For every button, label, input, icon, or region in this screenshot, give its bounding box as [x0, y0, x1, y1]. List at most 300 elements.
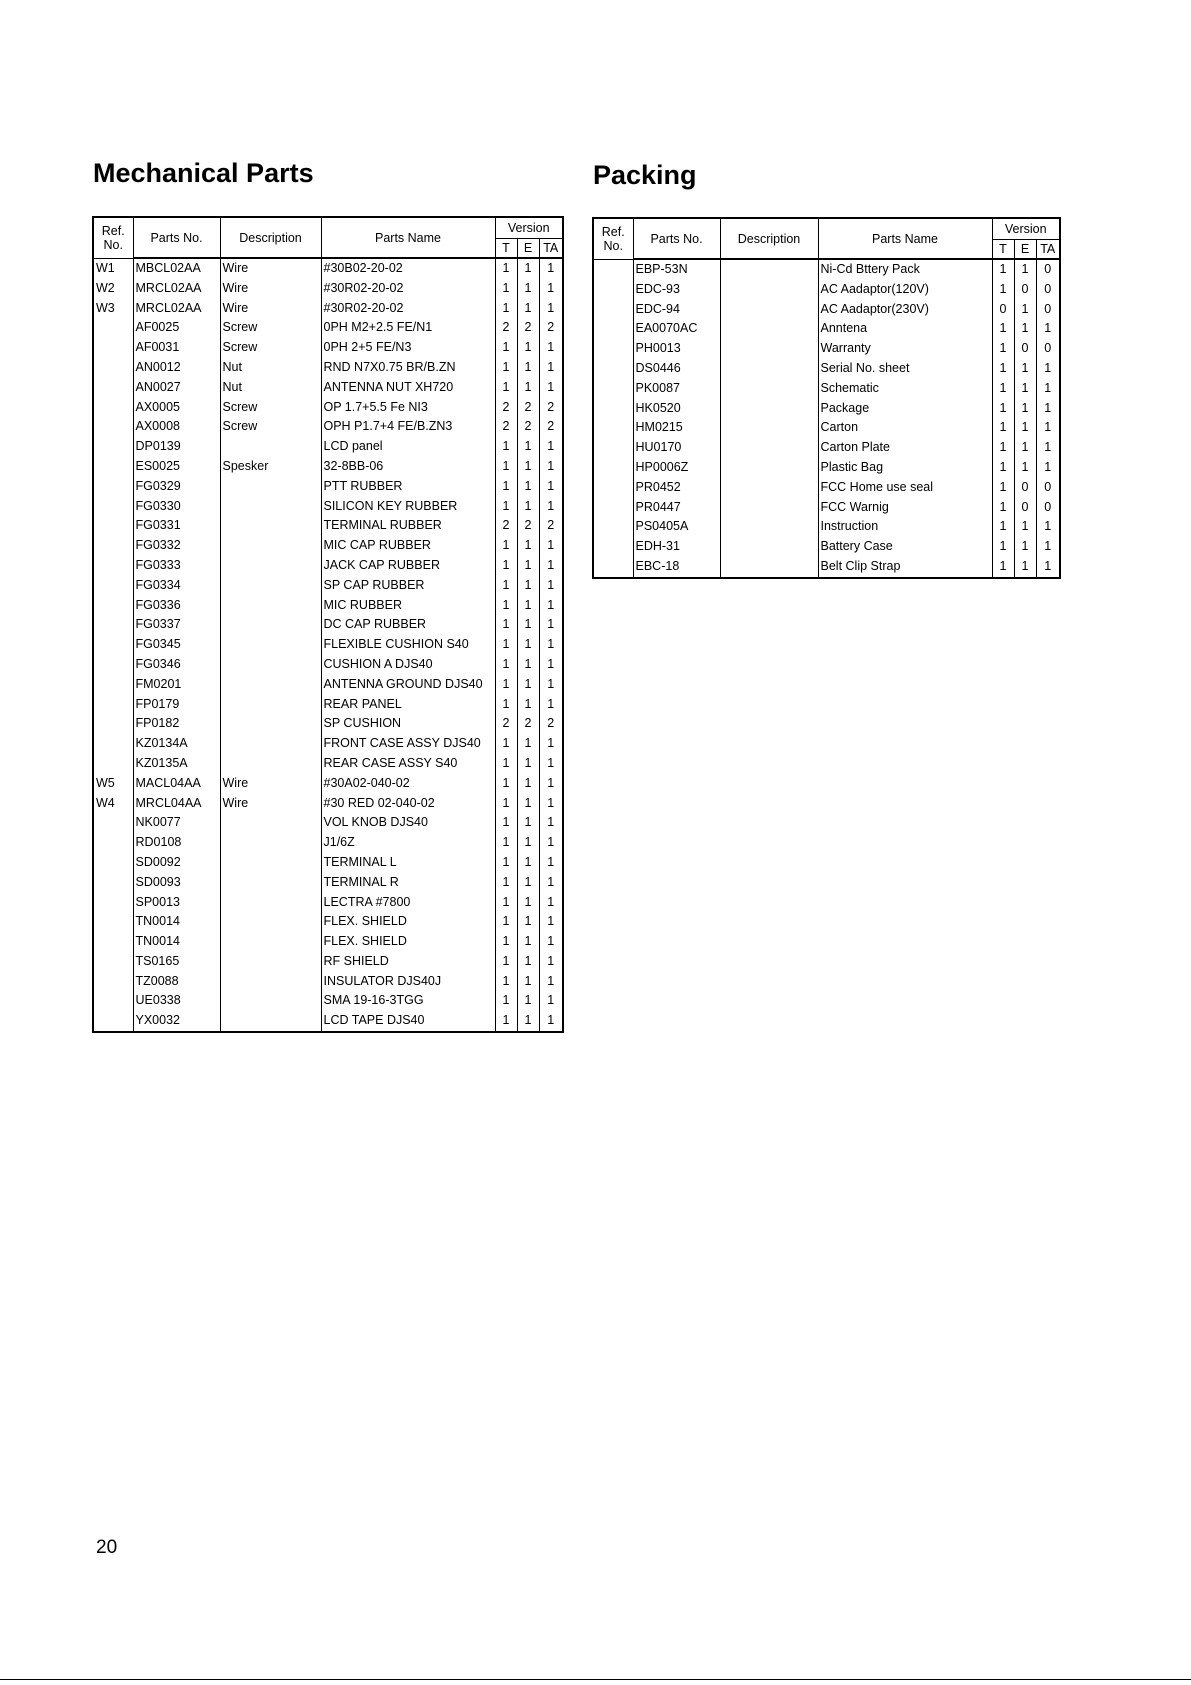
version-t-cell: 1: [495, 1011, 517, 1032]
version-e-cell: 1: [517, 774, 539, 794]
version-ta-cell: 1: [539, 635, 563, 655]
version-e-cell: 1: [517, 972, 539, 992]
parts-no-cell: FG0332: [133, 536, 220, 556]
parts-name-cell: LCD TAPE DJS40: [321, 1011, 495, 1032]
version-e-cell: 2: [517, 318, 539, 338]
description-cell: [220, 576, 321, 596]
ref-no-cell: [93, 477, 133, 497]
description-cell: [220, 635, 321, 655]
ref-no-cell: [93, 378, 133, 398]
table-row: [93, 853, 563, 873]
ref-no-cell: [93, 318, 133, 338]
version-ta-cell: 1: [539, 912, 563, 932]
parts-name-cell: #30B02-20-02: [321, 258, 495, 279]
table-row: [93, 912, 563, 932]
parts-no-cell: FG0337: [133, 615, 220, 635]
description-cell: Nut: [220, 358, 321, 378]
ref-no-cell: [93, 952, 133, 972]
version-ta-cell: 2: [539, 417, 563, 437]
version-t-cell: 1: [992, 438, 1014, 458]
parts-name-cell: Carton Plate: [818, 438, 992, 458]
version-ta-cell: 0: [1036, 280, 1060, 300]
parts-no-cell: AX0005: [133, 398, 220, 418]
parts-name-cell: Plastic Bag: [818, 458, 992, 478]
description-cell: [220, 477, 321, 497]
ref-header-top: Ref.: [601, 224, 625, 239]
version-ta-cell: 2: [539, 516, 563, 536]
version-ta-cell: 1: [539, 952, 563, 972]
version-ta-cell: 1: [539, 338, 563, 358]
description-cell: [720, 379, 818, 399]
version-e-cell: 1: [517, 556, 539, 576]
description-cell: [720, 498, 818, 518]
mechanical-parts-table: [92, 216, 564, 1033]
description-cell: [720, 517, 818, 537]
version-e-cell: 1: [517, 952, 539, 972]
table-row: [93, 556, 563, 576]
ref-no-cell: [93, 358, 133, 378]
version-e-cell: 1: [517, 655, 539, 675]
table-row: [593, 339, 1060, 359]
version-t-cell: 1: [495, 893, 517, 913]
parts-name-cell: Package: [818, 399, 992, 419]
table-row: [93, 1011, 563, 1032]
description-cell: [220, 556, 321, 576]
parts-name-cell: INSULATOR DJS40J: [321, 972, 495, 992]
version-t-cell: 1: [495, 655, 517, 675]
ref-no-cell: [93, 576, 133, 596]
description-header: Description: [720, 218, 818, 259]
parts-name-cell: TERMINAL RUBBER: [321, 516, 495, 536]
version-t-cell: 1: [495, 734, 517, 754]
ref-no-cell: [93, 516, 133, 536]
description-cell: [720, 399, 818, 419]
parts-name-cell: Anntena: [818, 319, 992, 339]
parts-no-cell: YX0032: [133, 1011, 220, 1032]
table-row: [593, 259, 1060, 280]
version-t-cell: 1: [992, 379, 1014, 399]
parts-no-cell: FM0201: [133, 675, 220, 695]
ref-no-cell: [93, 833, 133, 853]
table-row: [93, 437, 563, 457]
parts-no-cell: FG0329: [133, 477, 220, 497]
version-e-cell: 0: [1014, 498, 1036, 518]
parts-no-cell: EBC-18: [633, 557, 720, 578]
parts-no-cell: KZ0134A: [133, 734, 220, 754]
version-header: Version: [992, 218, 1060, 240]
ref-header-bottom: No.: [603, 238, 623, 253]
version-t-cell: 1: [495, 794, 517, 814]
version-t-cell: 1: [495, 596, 517, 616]
parts-name-cell: LECTRA #7800: [321, 893, 495, 913]
parts-no-cell: RD0108: [133, 833, 220, 853]
parts-no-cell: SD0092: [133, 853, 220, 873]
parts-no-cell: PR0447: [633, 498, 720, 518]
ref-no-cell: W2: [93, 279, 133, 299]
version-t-cell: 1: [495, 912, 517, 932]
ref-no-cell: [93, 853, 133, 873]
parts-name-cell: #30A02-040-02: [321, 774, 495, 794]
description-cell: Screw: [220, 338, 321, 358]
table-row: [593, 557, 1060, 578]
parts-no-cell: DP0139: [133, 437, 220, 457]
version-e-cell: 1: [517, 338, 539, 358]
parts-no-cell: FG0334: [133, 576, 220, 596]
version-e-cell: 1: [517, 734, 539, 754]
ref-no-cell: [93, 754, 133, 774]
ref-no-cell: [593, 280, 633, 300]
ref-no-cell: [593, 498, 633, 518]
parts-name-cell: Serial No. sheet: [818, 359, 992, 379]
version-e-cell: 2: [517, 398, 539, 418]
version-t-cell: 1: [992, 557, 1014, 578]
ref-no-cell: [593, 359, 633, 379]
version-e-cell: 0: [1014, 478, 1036, 498]
parts-name-header: Parts Name: [321, 217, 495, 258]
ref-no-cell: [93, 813, 133, 833]
version-t-cell: 2: [495, 318, 517, 338]
version-ta-cell: 1: [1036, 379, 1060, 399]
version-t-cell: 1: [495, 576, 517, 596]
parts-no-cell: MRCL02AA: [133, 299, 220, 319]
table-row: [93, 258, 563, 279]
description-cell: Screw: [220, 398, 321, 418]
parts-name-cell: OP 1.7+5.5 Fe NI3: [321, 398, 495, 418]
description-cell: Nut: [220, 378, 321, 398]
packing-title: Packing: [593, 160, 697, 190]
version-ta-cell: 0: [1036, 259, 1060, 280]
parts-no-cell: FG0333: [133, 556, 220, 576]
version-t-cell: 2: [495, 516, 517, 536]
parts-no-cell: PK0087: [633, 379, 720, 399]
table-row: [93, 615, 563, 635]
table-row: [593, 399, 1060, 419]
parts-name-cell: FLEXIBLE CUSHION S40: [321, 635, 495, 655]
description-cell: [220, 873, 321, 893]
version-e-cell: 1: [517, 477, 539, 497]
ref-header-top: Ref.: [101, 223, 125, 238]
version-t-header: T: [495, 239, 517, 259]
version-t-cell: 1: [495, 991, 517, 1011]
ref-no-header: [593, 218, 633, 259]
ref-no-cell: [93, 457, 133, 477]
version-ta-cell: 1: [1036, 399, 1060, 419]
version-e-cell: 1: [517, 932, 539, 952]
version-ta-header: TA: [1036, 240, 1060, 260]
description-cell: [220, 754, 321, 774]
parts-name-cell: J1/6Z: [321, 833, 495, 853]
version-ta-cell: 1: [539, 932, 563, 952]
version-t-cell: 1: [992, 280, 1014, 300]
version-ta-cell: 1: [539, 477, 563, 497]
table-row: [93, 714, 563, 734]
parts-no-cell: MBCL02AA: [133, 258, 220, 279]
parts-no-cell: KZ0135A: [133, 754, 220, 774]
version-ta-cell: 1: [539, 675, 563, 695]
version-ta-cell: 1: [539, 734, 563, 754]
version-t-cell: 1: [495, 972, 517, 992]
ref-no-cell: [93, 873, 133, 893]
ref-no-cell: [93, 991, 133, 1011]
version-t-cell: 1: [495, 477, 517, 497]
version-e-cell: 1: [517, 497, 539, 517]
version-e-cell: 1: [517, 794, 539, 814]
description-cell: [220, 536, 321, 556]
packing-rows: [593, 259, 1060, 578]
bottom-rule: [0, 1679, 1191, 1680]
parts-name-cell: ANTENNA GROUND DJS40: [321, 675, 495, 695]
ref-no-cell: [93, 596, 133, 616]
table-row: [93, 675, 563, 695]
version-t-cell: 1: [495, 813, 517, 833]
version-e-cell: 1: [1014, 418, 1036, 438]
version-e-cell: 1: [517, 991, 539, 1011]
version-t-cell: 1: [495, 695, 517, 715]
parts-no-cell: PR0452: [633, 478, 720, 498]
version-t-cell: 1: [495, 497, 517, 517]
ref-no-cell: [93, 615, 133, 635]
description-cell: [220, 833, 321, 853]
description-cell: [720, 557, 818, 578]
version-t-cell: 2: [495, 398, 517, 418]
parts-name-cell: SP CAP RUBBER: [321, 576, 495, 596]
version-t-cell: 2: [495, 714, 517, 734]
version-t-cell: 1: [495, 536, 517, 556]
version-ta-cell: 1: [539, 279, 563, 299]
ref-no-cell: [93, 497, 133, 517]
mechanical-parts-rows: [93, 258, 563, 1032]
parts-no-cell: PS0405A: [633, 517, 720, 537]
ref-no-cell: W5: [93, 774, 133, 794]
description-cell: [720, 300, 818, 320]
version-ta-cell: 1: [539, 615, 563, 635]
parts-name-cell: LCD panel: [321, 437, 495, 457]
table-row: [593, 537, 1060, 557]
version-e-cell: 1: [1014, 379, 1036, 399]
description-cell: Screw: [220, 318, 321, 338]
parts-no-cell: SP0013: [133, 893, 220, 913]
ref-no-cell: [593, 517, 633, 537]
ref-no-header: [93, 217, 133, 258]
table-row: [93, 754, 563, 774]
description-header: Description: [220, 217, 321, 258]
table-row: [93, 358, 563, 378]
parts-name-cell: DC CAP RUBBER: [321, 615, 495, 635]
table-row: [93, 477, 563, 497]
parts-no-cell: FG0330: [133, 497, 220, 517]
version-t-cell: 1: [992, 498, 1014, 518]
version-ta-header: TA: [539, 239, 563, 259]
version-header: Version: [495, 217, 563, 239]
table-row: [93, 695, 563, 715]
parts-no-cell: HP0006Z: [633, 458, 720, 478]
table-row: [93, 536, 563, 556]
table-row: [93, 635, 563, 655]
parts-name-cell: CUSHION A DJS40: [321, 655, 495, 675]
description-cell: [720, 359, 818, 379]
version-t-header: T: [992, 240, 1014, 260]
version-ta-cell: 1: [1036, 319, 1060, 339]
parts-name-cell: Ni-Cd Bttery Pack: [818, 259, 992, 280]
version-ta-cell: 2: [539, 714, 563, 734]
parts-name-cell: FLEX. SHIELD: [321, 932, 495, 952]
version-t-cell: 1: [992, 537, 1014, 557]
version-t-cell: 1: [992, 359, 1014, 379]
parts-name-cell: FRONT CASE ASSY DJS40: [321, 734, 495, 754]
parts-name-cell: FCC Warnig: [818, 498, 992, 518]
version-e-cell: 1: [517, 754, 539, 774]
parts-name-cell: FLEX. SHIELD: [321, 912, 495, 932]
version-ta-cell: 1: [539, 655, 563, 675]
parts-name-cell: #30 RED 02-040-02: [321, 794, 495, 814]
table-row: [93, 457, 563, 477]
version-ta-cell: 1: [1036, 359, 1060, 379]
parts-no-cell: TS0165: [133, 952, 220, 972]
version-ta-cell: 2: [539, 398, 563, 418]
ref-no-cell: [93, 893, 133, 913]
version-t-cell: 1: [992, 517, 1014, 537]
version-t-cell: 1: [495, 358, 517, 378]
version-ta-cell: 1: [1036, 517, 1060, 537]
table-row: [93, 497, 563, 517]
version-e-cell: 1: [1014, 557, 1036, 578]
table-row: [93, 734, 563, 754]
version-ta-cell: 2: [539, 318, 563, 338]
version-e-cell: 1: [517, 873, 539, 893]
table-row: [93, 279, 563, 299]
description-cell: [220, 655, 321, 675]
version-ta-cell: 1: [539, 497, 563, 517]
ref-no-cell: W3: [93, 299, 133, 319]
parts-no-cell: SD0093: [133, 873, 220, 893]
version-e-cell: 1: [517, 258, 539, 279]
version-t-cell: 1: [495, 338, 517, 358]
version-ta-cell: 1: [539, 437, 563, 457]
description-cell: [720, 280, 818, 300]
description-cell: [720, 418, 818, 438]
parts-name-cell: SP CUSHION: [321, 714, 495, 734]
ref-no-cell: [593, 300, 633, 320]
version-t-cell: 1: [495, 437, 517, 457]
table-row: [93, 596, 563, 616]
parts-no-cell: EDC-93: [633, 280, 720, 300]
parts-no-cell: FG0331: [133, 516, 220, 536]
ref-no-cell: [93, 932, 133, 952]
ref-no-cell: [93, 714, 133, 734]
description-cell: [220, 912, 321, 932]
description-cell: [220, 853, 321, 873]
ref-no-cell: [93, 912, 133, 932]
description-cell: [720, 259, 818, 280]
parts-no-cell: HM0215: [633, 418, 720, 438]
version-e-cell: 1: [517, 279, 539, 299]
parts-name-cell: Battery Case: [818, 537, 992, 557]
ref-no-cell: [593, 379, 633, 399]
version-t-cell: 1: [992, 399, 1014, 419]
table-row: [93, 338, 563, 358]
description-cell: [720, 458, 818, 478]
description-cell: [720, 438, 818, 458]
parts-no-cell: AX0008: [133, 417, 220, 437]
version-t-cell: 0: [992, 300, 1014, 320]
parts-no-cell: HK0520: [633, 399, 720, 419]
parts-no-cell: EDC-94: [633, 300, 720, 320]
table-row: [93, 833, 563, 853]
description-cell: Wire: [220, 299, 321, 319]
table-row: [93, 378, 563, 398]
description-cell: [720, 339, 818, 359]
version-e-cell: 1: [517, 853, 539, 873]
description-cell: Wire: [220, 279, 321, 299]
parts-name-cell: OPH P1.7+4 FE/B.ZN3: [321, 417, 495, 437]
ref-no-cell: [593, 418, 633, 438]
description-cell: [220, 437, 321, 457]
version-t-cell: 1: [495, 833, 517, 853]
version-t-cell: 1: [495, 299, 517, 319]
description-cell: [220, 952, 321, 972]
ref-no-cell: [93, 635, 133, 655]
table-row: [93, 794, 563, 814]
table-row: [93, 774, 563, 794]
table-row: [593, 379, 1060, 399]
version-t-cell: 1: [495, 279, 517, 299]
version-e-cell: 1: [517, 635, 539, 655]
version-e-cell: 2: [517, 417, 539, 437]
parts-no-cell: AF0025: [133, 318, 220, 338]
version-t-cell: 1: [495, 378, 517, 398]
version-ta-cell: 0: [1036, 498, 1060, 518]
parts-name-cell: RF SHIELD: [321, 952, 495, 972]
parts-no-cell: FP0182: [133, 714, 220, 734]
ref-no-cell: [593, 438, 633, 458]
table-row: [93, 318, 563, 338]
version-e-cell: 1: [517, 833, 539, 853]
parts-no-header: Parts No.: [133, 217, 220, 258]
version-ta-cell: 1: [1036, 418, 1060, 438]
parts-no-cell: EDH-31: [633, 537, 720, 557]
parts-name-cell: SILICON KEY RUBBER: [321, 497, 495, 517]
parts-name-header: Parts Name: [818, 218, 992, 259]
parts-name-cell: MIC CAP RUBBER: [321, 536, 495, 556]
version-e-cell: 1: [517, 1011, 539, 1032]
parts-no-cell: MRCL02AA: [133, 279, 220, 299]
version-t-cell: 1: [992, 339, 1014, 359]
version-t-cell: 2: [495, 417, 517, 437]
parts-name-cell: ANTENNA NUT XH720: [321, 378, 495, 398]
version-t-cell: 1: [495, 615, 517, 635]
version-e-cell: 1: [517, 358, 539, 378]
parts-name-cell: Schematic: [818, 379, 992, 399]
table-row: [93, 576, 563, 596]
parts-no-cell: FG0345: [133, 635, 220, 655]
table-row: [93, 813, 563, 833]
parts-no-cell: AN0012: [133, 358, 220, 378]
parts-name-cell: REAR PANEL: [321, 695, 495, 715]
parts-no-cell: UE0338: [133, 991, 220, 1011]
version-t-cell: 1: [495, 457, 517, 477]
parts-no-cell: NK0077: [133, 813, 220, 833]
version-e-cell: 1: [517, 813, 539, 833]
parts-no-cell: TN0014: [133, 932, 220, 952]
table-row: [593, 319, 1060, 339]
table-row: [593, 418, 1060, 438]
version-t-cell: 1: [495, 873, 517, 893]
description-cell: [720, 319, 818, 339]
parts-name-cell: #30R02-20-02: [321, 299, 495, 319]
version-ta-cell: 1: [539, 774, 563, 794]
description-cell: Wire: [220, 774, 321, 794]
ref-no-cell: [93, 675, 133, 695]
